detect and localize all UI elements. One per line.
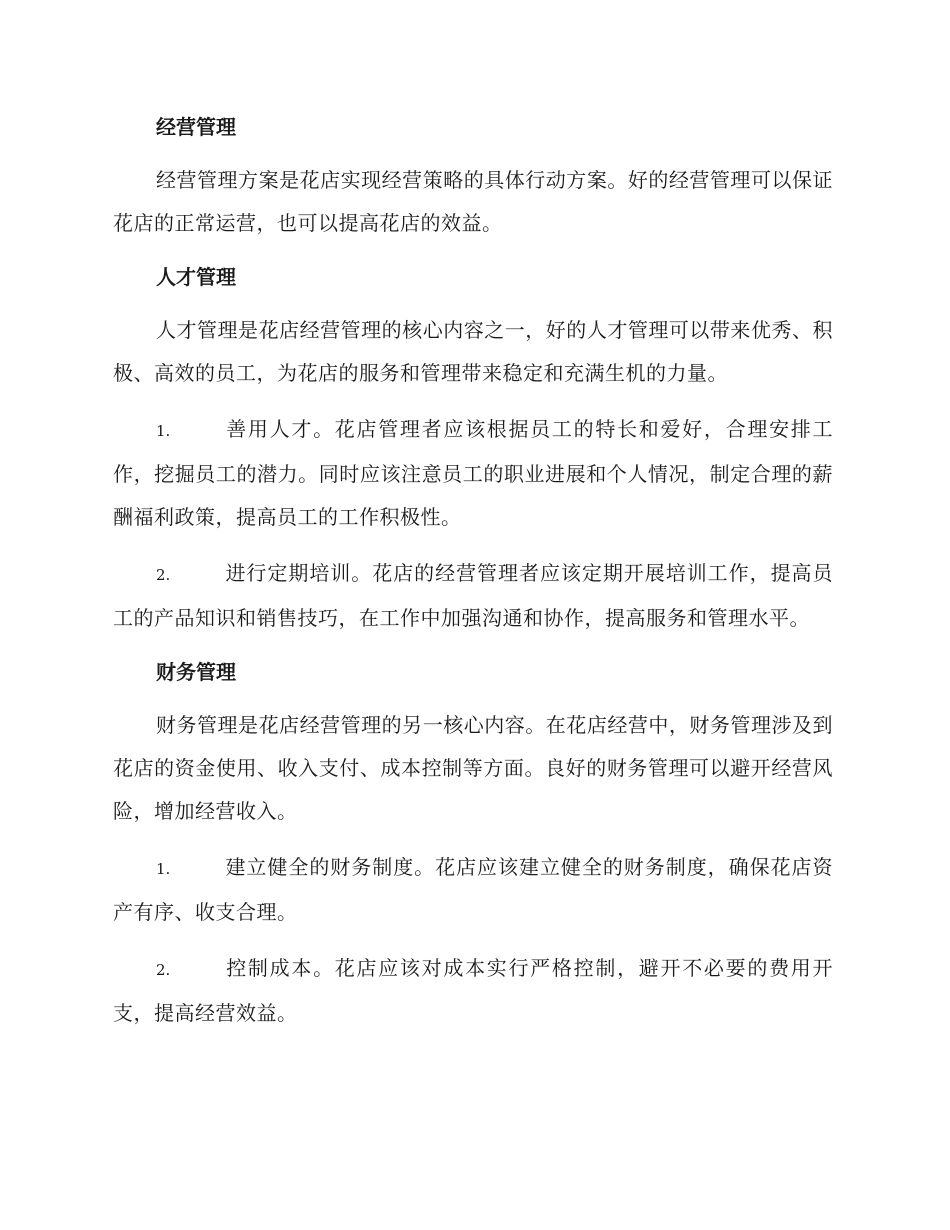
list-item (113, 552, 833, 640)
document-page (113, 108, 833, 1048)
list-item-text: 进行定期培训。花店的经营管理者应该定期开展培训工作，提高员工的产品知识和销售技巧，在工作中加强沟通和协作，提高服务和管理水平。 (113, 561, 833, 630)
list-item (113, 947, 833, 1035)
section-paragraph: 人才管理是花店经营管理的核心内容之一，好的人才管理可以带来优秀、积极、高效的员工，为花店的服务和管理带来稳定和充满生机的力量。 (113, 318, 833, 385)
list-item-text: 建立健全的财务制度。花店应该建立健全的财务制度，确保花店资产有序、收支合理。 (113, 855, 833, 924)
list-item-number: 2. (156, 566, 171, 584)
section-paragraph: 经营管理方案是花店实现经营策略的具体行动方案。好的经营管理可以保证花店的正常运营，也可以提高花店的效益。 (113, 168, 833, 235)
list-item (113, 408, 833, 539)
list-item-text: 善用人才。花店管理者应该根据员工的特长和爱好，合理安排工作，挖掘员工的潜力。同时应该注意员工的职业进展和个人情况，制定合理的薪酬福利政策，提高员工的工作积极性。 (113, 417, 833, 529)
section-paragraph: 财务管理是花店经营管理的另一核心内容。在花店经营中，财务管理涉及到花店的资金使用、收入支付、成本控制等方面。良好的财务管理可以避开经营风险，增加经营收入。 (113, 713, 833, 823)
list-item (113, 846, 833, 934)
list-item-number: 1. (156, 422, 171, 440)
list-item-text: 控制成本。花店应该对成本实行严格控制，避开不必要的费用开支，提高经营效益。 (113, 956, 833, 1025)
section-heading: 财务管理 (156, 660, 236, 684)
section-heading: 经营管理 (156, 115, 236, 139)
list-item-number: 1. (156, 860, 171, 878)
list-item-number: 2. (156, 961, 171, 979)
section-heading: 人才管理 (156, 265, 236, 289)
